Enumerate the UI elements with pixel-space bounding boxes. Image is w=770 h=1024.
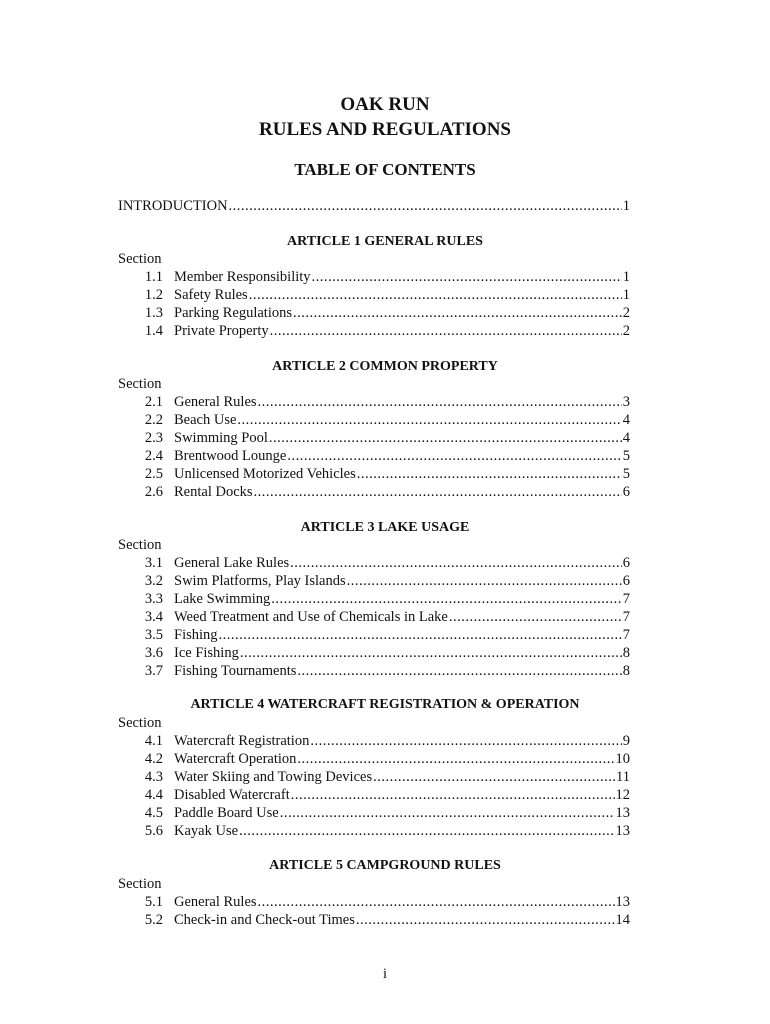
toc-entry[interactable]: [118, 466, 630, 484]
toc-entry[interactable]: [118, 805, 630, 823]
toc-entry[interactable]: [118, 645, 630, 663]
toc-entry-label: Ice Fishing: [174, 645, 239, 661]
toc-entry-number: 2.1: [144, 394, 163, 410]
toc-entry[interactable]: [118, 287, 630, 305]
toc-entry-number: 2.5: [144, 466, 163, 482]
toc-entry-number: 1.1: [144, 269, 163, 285]
dot-leader: [237, 412, 621, 429]
toc-entry-label: General Rules: [174, 894, 257, 910]
toc-entry-label: Watercraft Operation: [174, 751, 297, 767]
toc-entry-label: Parking Regulations: [174, 305, 293, 321]
toc-heading: TABLE OF CONTENTS: [294, 160, 476, 179]
toc-entry-page: 6: [622, 573, 630, 589]
toc-entry-label: Water Skiing and Towing Devices: [174, 769, 373, 785]
toc-entry-number: 4.1: [144, 733, 163, 749]
toc-entry-number: 4.2: [144, 751, 163, 767]
toc-entry[interactable]: [118, 484, 630, 502]
toc-entry[interactable]: [118, 787, 630, 805]
dot-leader: [287, 448, 621, 465]
toc-entry[interactable]: [118, 394, 630, 412]
toc-entry-number: 3.5: [144, 627, 163, 643]
dot-leader: [357, 466, 622, 483]
toc-entry[interactable]: [118, 769, 630, 787]
dot-leader: [271, 591, 621, 608]
toc-entry-number: 2.4: [144, 448, 163, 464]
page-number: i: [382, 966, 388, 982]
toc-entry-page: 10: [615, 751, 630, 767]
toc-entry-label: INTRODUCTION: [118, 198, 228, 214]
dot-leader: [297, 663, 621, 680]
toc-entry-page: 6: [622, 484, 630, 500]
dot-leader: [258, 894, 615, 911]
toc-entry-number: 3.2: [144, 573, 163, 589]
toc-entry[interactable]: [118, 305, 630, 323]
toc-entry-label: Fishing: [174, 627, 218, 643]
toc-entry-label: Lake Swimming: [174, 591, 271, 607]
dot-leader: [291, 787, 615, 804]
toc-entry-label: Swimming Pool: [174, 430, 268, 446]
toc-entry-label: Beach Use: [174, 412, 237, 428]
toc-entry-label: General Lake Rules: [174, 555, 290, 571]
toc-entry[interactable]: [118, 894, 630, 912]
dot-leader: [280, 805, 615, 822]
toc-entry-number: 3.1: [144, 555, 163, 571]
toc-entry-number: 2.6: [144, 484, 163, 500]
toc-entry-number: 5.1: [144, 894, 163, 910]
toc-entry[interactable]: [118, 627, 630, 645]
toc-entry-number: 3.7: [144, 663, 163, 679]
toc-entry[interactable]: [118, 751, 630, 769]
dot-leader: [258, 394, 622, 411]
toc-entry-page: 1: [622, 198, 630, 214]
dot-leader: [310, 733, 621, 750]
article-heading: ARTICLE 4 WATERCRAFT REGISTRATION & OPERATION: [190, 697, 580, 712]
dot-leader: [249, 287, 622, 304]
toc-entry-number: 1.4: [144, 323, 163, 339]
toc-entry[interactable]: [118, 269, 630, 287]
toc-entry-number: 4.3: [144, 769, 163, 785]
toc-entry-label: Swim Platforms, Play Islands: [174, 573, 346, 589]
toc-entry-page: 11: [616, 769, 630, 785]
toc-entry-page: 7: [622, 627, 630, 643]
toc-entry[interactable]: [118, 609, 630, 627]
toc-entry-page: 13: [615, 805, 630, 821]
toc-entry[interactable]: [118, 663, 630, 681]
section-label: Section: [118, 876, 162, 892]
article-heading: ARTICLE 3 LAKE USAGE: [300, 520, 470, 535]
dot-leader: [270, 323, 622, 340]
document-title-line2: RULES AND REGULATIONS: [259, 119, 511, 140]
section-label: Section: [118, 251, 162, 267]
dot-leader: [356, 912, 615, 929]
toc-entry[interactable]: [118, 323, 630, 341]
toc-entry-page: 2: [622, 305, 630, 321]
toc-entry-number: 1.2: [144, 287, 163, 303]
toc-entry-number: 2.3: [144, 430, 163, 446]
toc-entry-number: 3.4: [144, 609, 163, 625]
toc-entry-page: 7: [622, 609, 630, 625]
section-label: Section: [118, 715, 162, 731]
toc-entry-number: 3.6: [144, 645, 163, 661]
toc-entry-page: 5: [622, 466, 630, 482]
dot-leader: [449, 609, 622, 626]
toc-entry-label: Weed Treatment and Use of Chemicals in Lake: [174, 609, 448, 625]
toc-entry-label: Member Responsibility: [174, 269, 311, 285]
dot-leader: [219, 627, 622, 644]
article-heading: ARTICLE 2 COMMON PROPERTY: [272, 359, 498, 374]
dot-leader: [297, 751, 614, 768]
toc-entry-number: 5.6: [144, 823, 163, 839]
toc-entry[interactable]: [118, 430, 630, 448]
toc-entry-page: 8: [622, 645, 630, 661]
toc-entry-page: 13: [615, 823, 630, 839]
toc-entry-label: Brentwood Lounge: [174, 448, 287, 464]
toc-entry-page: 4: [622, 430, 630, 446]
toc-entry-number: 4.5: [144, 805, 163, 821]
toc-entry-page: 3: [622, 394, 630, 410]
toc-entry-page: 5: [622, 448, 630, 464]
toc-entry-page: 1: [622, 287, 630, 303]
toc-entry-page: 6: [622, 555, 630, 571]
toc-entry-number: 4.4: [144, 787, 163, 803]
toc-entry[interactable]: [118, 912, 630, 930]
toc-entry-label: Safety Rules: [174, 287, 248, 303]
toc-entry[interactable]: [118, 733, 630, 751]
toc-entry-label: Rental Docks: [174, 484, 253, 500]
toc-entry-label: Fishing Tournaments: [174, 663, 297, 679]
toc-entry[interactable]: [118, 591, 630, 609]
toc-entry[interactable]: [118, 448, 630, 466]
dot-leader: [293, 305, 622, 322]
dot-leader: [312, 269, 622, 286]
toc-entry-label: Kayak Use: [174, 823, 239, 839]
toc-entry-number: 2.2: [144, 412, 163, 428]
toc-entry-page: 2: [622, 323, 630, 339]
toc-entry-page: 14: [615, 912, 630, 928]
dot-leader: [254, 484, 622, 501]
toc-entry-label: Check-in and Check-out Times: [174, 912, 355, 928]
section-label: Section: [118, 376, 162, 392]
toc-entry-page: 1: [622, 269, 630, 285]
toc-entry-introduction[interactable]: [118, 198, 630, 216]
dot-leader: [347, 573, 622, 590]
toc-entry[interactable]: [118, 573, 630, 591]
toc-entry-page: 9: [622, 733, 630, 749]
toc-entry[interactable]: [118, 823, 630, 841]
toc-entry[interactable]: [118, 555, 630, 573]
article-heading: ARTICLE 1 GENERAL RULES: [287, 234, 483, 249]
document-title-line1: OAK RUN: [340, 94, 430, 115]
toc-entry-page: 13: [615, 894, 630, 910]
toc-entry-label: Paddle Board Use: [174, 805, 279, 821]
toc-entry-label: Unlicensed Motorized Vehicles: [174, 466, 356, 482]
toc-entry-label: Private Property: [174, 323, 269, 339]
dot-leader: [229, 198, 622, 215]
toc-entry-number: 3.3: [144, 591, 163, 607]
toc-entry-page: 7: [622, 591, 630, 607]
toc-entry-number: 5.2: [144, 912, 163, 928]
dot-leader: [373, 769, 615, 786]
section-label: Section: [118, 537, 162, 553]
toc-entry-number: 1.3: [144, 305, 163, 321]
toc-entry-page: 12: [615, 787, 630, 803]
article-heading: ARTICLE 5 CAMPGROUND RULES: [269, 858, 501, 873]
dot-leader: [269, 430, 622, 447]
toc-entry-label: Watercraft Registration: [174, 733, 310, 749]
toc-entry[interactable]: [118, 412, 630, 430]
toc-entry-page: 4: [622, 412, 630, 428]
dot-leader: [240, 645, 622, 662]
dot-leader: [239, 823, 614, 840]
toc-entry-page: 8: [622, 663, 630, 679]
toc-entry-label: General Rules: [174, 394, 257, 410]
dot-leader: [290, 555, 622, 572]
toc-entry-label: Disabled Watercraft: [174, 787, 290, 803]
